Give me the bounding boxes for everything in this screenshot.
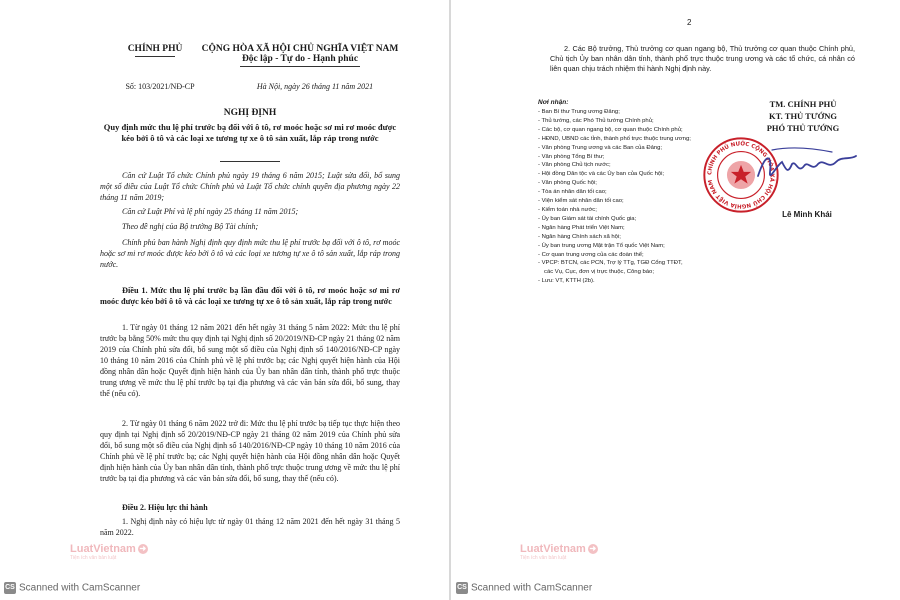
- recipients-title: Nơi nhận:: [538, 99, 569, 106]
- recipient-item: - Văn phòng Tổng Bí thư;: [538, 153, 605, 160]
- recipient-item: - Ban Bí thư Trung ương Đảng;: [538, 109, 620, 115]
- article-1-clause-1: 1. Từ ngày 01 tháng 12 năm 2021 đến hết ngày 31 tháng 5 năm 2022: Mức thu lệ phí trước bạ bằng 50% mức thu quy định tại Nghị định số 20/2019/NĐ-CP ngày 21 tháng 02 năm 2019 của Chính phủ sửa đổi, bổ sung một số điều của Nghị định số 140/2016/NĐ-CP ngày 10 tháng 10 năm 2016 của Chính phủ về lệ phí trước bạ; các Nghị quyết hiện hành của Hội đồng nhân dân hoặc Quyết định hiện hành của Ủy ban nhân dân tỉnh, thành phố trực thuộc trung ương về mức thu lệ phí trước bạ tại địa phương và các văn bản sửa đổi, bổ sung, thay thế (nếu có).: [100, 323, 400, 398]
- watermark-logo: LuatVietnam ➜ Tiện ích văn bản luật: [520, 543, 597, 561]
- sign-line-1: TM. CHÍNH PHỦ: [769, 99, 837, 109]
- preamble-1: Căn cứ Luật Tổ chức Chính phủ ngày 19 tháng 6 năm 2015; Luật sửa đổi, bổ sung một số điều của Luật Tổ chức Chính phủ và Luật Tổ chức chính quyền địa phương ngày 22 tháng 11 năm 2019;: [100, 171, 400, 202]
- svg-text:CHÍNH PHỦ NƯỚC CỘNG HÒA XÃ HỘI: CHÍNH PHỦ NƯỚC CỘNG HÒA XÃ HỘI CHỦ NGHĨA VIỆT NAM: [707, 141, 775, 209]
- recipient-item: - Tòa án nhân dân tối cao;: [538, 189, 607, 196]
- page-number: 2: [687, 18, 692, 27]
- agency-name: CHÍNH PHỦ: [127, 44, 183, 54]
- page-divider: [449, 0, 451, 600]
- preamble-2: Căn cứ Luật Phí và lệ phí ngày 25 tháng 11 năm 2015;: [122, 207, 299, 216]
- document-number: Số: 103/2021/NĐ-CP: [125, 82, 195, 91]
- article-1-title: Điều 1. Mức thu lệ phí trước bạ lần đầu đối với ô tô, rơ moóc hoặc sơ mi rơ moóc được kéo bởi ô tô và các loại xe tương tự xe ô tô sản xuất, lắp ráp trong nước: [100, 286, 400, 306]
- article-2-title: Điều 2. Hiệu lực thi hành: [122, 503, 208, 512]
- agency-header: [100, 44, 210, 57]
- document-page-2: [452, 0, 900, 600]
- article-1-clause-2: 2. Từ ngày 01 tháng 6 năm 2022 trở đi: Mức thu lệ phí trước bạ tiếp tục thực hiện theo quy định tại Nghị định số 20/2019/NĐ-CP ngày 21 tháng 02 năm 2019 của Chính phủ sửa đổi, bổ sung một số điều của Nghị định số 140/2016/NĐ-CP ngày 10 tháng 10 năm 2016 của Chính phủ về lệ phí trước bạ; các Nghị quyết hiện hành của Hội đồng nhân dân hoặc Quyết định hiện hành của Ủy ban nhân dân tỉnh, thành phố trực thuộc trung ương về mức thu lệ phí trước bạ tại địa phương và các văn bản sửa đổi, bổ sung, thay thế (nếu có).: [100, 419, 400, 483]
- scanner-label: CS Scanned with CamScanner: [5, 582, 141, 594]
- nation-header: [200, 44, 400, 67]
- preamble-4: Chính phủ ban hành Nghị định quy định mức thu lệ phí trước bạ đối với ô tô, rơ moóc hoặc sơ mi rơ moóc được kéo bởi ô tô và các loại xe tương tự xe ô tô sản xuất, lắp ráp trong nước.: [100, 238, 400, 269]
- recipient-item: - Các bộ, cơ quan ngang bộ, cơ quan thuộc Chính phủ;: [538, 126, 683, 133]
- document-subtitle: Quy định mức thu lệ phí trước bạ đối với ô tô, rơ moóc hoặc sơ mi rơ moóc được kéo bởi ô tô và các loại xe tương tự xe ô tô sản xuất, lắp ráp trong nước: [103, 122, 397, 143]
- preamble-3: Theo đề nghị của Bộ trưởng Bộ Tài chính;: [122, 222, 259, 231]
- watermark-logo: LuatVietnam ➜ Tiện ích văn bản luật: [70, 543, 147, 561]
- sign-line-3: PHÓ THỦ TƯỚNG: [766, 123, 840, 133]
- recipient-item: - VPCP: BTCN, các PCN, Trợ lý TTg, TGĐ Cổng TTĐT,: [538, 260, 683, 267]
- document-type: NGHỊ ĐỊNH: [223, 108, 277, 118]
- camscanner-icon: CS: [456, 582, 468, 594]
- watermark-tagline: Tiện ích văn bản luật: [520, 555, 567, 561]
- recipient-item: - Văn phòng Chủ tịch nước;: [538, 162, 611, 169]
- scanner-label: CS Scanned with CamScanner: [457, 582, 593, 594]
- camscanner-icon: CS: [4, 582, 16, 594]
- recipient-item: - Thủ tướng, các Phó Thủ tướng Chính phủ;: [538, 117, 654, 124]
- nation-motto: Độc lập - Tự do - Hạnh phúc: [241, 54, 359, 64]
- recipient-item: - Viện kiểm sát nhân dân tối cao;: [538, 198, 624, 205]
- watermark-tagline: Tiện ích văn bản luật: [70, 555, 117, 561]
- recipient-item: - Cơ quan trung ương của các đoàn thể;: [538, 251, 644, 258]
- signature-block-title: [738, 98, 868, 134]
- agency-underline: [135, 56, 175, 57]
- recipient-item: - Kiểm toán nhà nước;: [538, 206, 597, 213]
- recipient-item: - Ủy ban trung ương Mặt trận Tổ quốc Việt Nam;: [538, 242, 665, 249]
- sign-line-2: KT. THỦ TƯỚNG: [769, 111, 837, 121]
- recipient-item: - Văn phòng Trung ương và các Ban của Đảng;: [538, 144, 663, 151]
- recipient-item: - Lưu: VT, KTTH (2b).: [538, 278, 595, 285]
- recipient-item: - Ủy ban Giám sát tài chính Quốc gia;: [538, 215, 637, 222]
- recipient-item: - Ngân hàng Phát triển Việt Nam;: [538, 224, 625, 231]
- recipient-item: - Ngân hàng Chính sách xã hội;: [538, 233, 621, 240]
- handwritten-signature: [752, 142, 862, 192]
- signer-name: Lê Minh Khái: [782, 210, 832, 219]
- recipient-item: - Hội đồng Dân tộc và các Ủy ban của Quốc hội;: [538, 171, 665, 178]
- recipient-item: - Văn phòng Quốc hội;: [538, 180, 597, 187]
- watermark-arrow-icon: ➜: [589, 544, 597, 554]
- nation-name: CỘNG HÒA XÃ HỘI CHỦ NGHĨA VIỆT NAM: [201, 44, 399, 54]
- title-separator: [220, 161, 280, 162]
- recipient-item: - HĐND, UBND các tỉnh, thành phố trực thuộc trung ương;: [538, 135, 691, 142]
- document-date: Hà Nội, ngày 26 tháng 11 năm 2021: [256, 82, 374, 91]
- article-2-clause-1: 1. Nghị định này có hiệu lực từ ngày 01 tháng 12 năm 2021 đến hết ngày 31 tháng 5 năm 2022.: [100, 517, 400, 537]
- watermark-arrow-icon: ➜: [139, 544, 147, 554]
- article-2-clause-2: 2. Các Bộ trưởng, Thủ trưởng cơ quan ngang bộ, Thủ trưởng cơ quan thuộc Chính phủ, Chủ tịch Ủy ban nhân dân tỉnh, thành phố trực thuộc trung ương và các tổ chức, cá nhân có liên quan chịu trách nhiệm thi hành Nghị định này.: [550, 44, 855, 73]
- motto-underline: [240, 66, 360, 67]
- recipient-item: các Vụ, Cục, đơn vị trực thuộc, Công báo;: [544, 269, 654, 276]
